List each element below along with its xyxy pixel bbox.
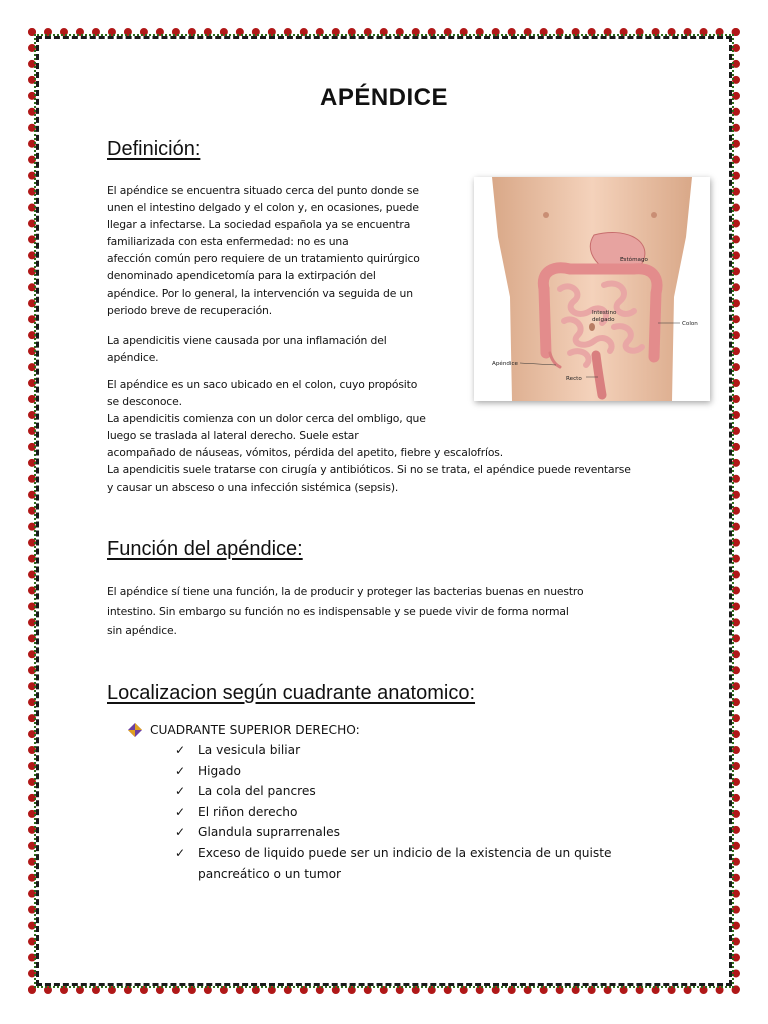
text-line: apéndice. Por lo general, la intervención va seguida de un xyxy=(107,286,413,300)
label-apendice: Apéndice xyxy=(492,361,518,367)
document-title: APÉNDICE xyxy=(319,84,449,111)
definition-paragraph-1 xyxy=(107,182,420,319)
text-line: luego se traslada al lateral derecho. Suele estar xyxy=(107,429,359,443)
checkmark-icon: ✓ xyxy=(174,743,186,757)
label-intestino-1: Intestino xyxy=(592,310,617,316)
diamond-bullet-icon xyxy=(128,723,142,737)
text-line: unen el intestino delgado y el colon y, en ocasiones, puede xyxy=(107,201,419,215)
text-line: pancreático o un tumor xyxy=(198,866,342,881)
text-line: denominado apendicetomía para la extirpación del xyxy=(107,269,376,283)
list-item xyxy=(173,740,612,761)
text-line: sin apéndice. xyxy=(107,624,177,638)
location-heading: Localizacion según cuadrante anatomico: xyxy=(107,682,476,704)
text-line: afección común pero requiere de un tratamiento quirúrgico xyxy=(107,252,420,266)
text-line: La apendicitis comienza con un dolor cerca del ombligo, que xyxy=(107,412,426,426)
label-colon: Colon xyxy=(682,321,698,327)
quadrant-label: CUADRANTE SUPERIOR DERECHO: xyxy=(150,723,360,737)
text-line: apéndice. xyxy=(107,351,159,365)
list-item-text: La vesicula biliar xyxy=(198,743,301,757)
abdomen-anatomy-figure xyxy=(474,177,710,401)
text-line: El apéndice es un saco ubicado en el colon, cuyo propósito xyxy=(107,378,418,391)
quadrant-item xyxy=(128,720,612,740)
function-paragraph xyxy=(107,582,583,641)
list-item xyxy=(173,802,612,823)
text-line: La apendicitis suele tratarse con cirugía y antibióticos. Si no se trata, el apéndice puede reventarse xyxy=(107,463,631,477)
checkmark-icon: ✓ xyxy=(174,845,186,860)
label-recto: Recto xyxy=(566,376,582,382)
checkmark-icon: ✓ xyxy=(174,784,186,799)
text-line: y causar un absceso o una infección sistémica (sepsis). xyxy=(107,480,399,494)
definition-paragraph-2 xyxy=(107,332,387,366)
list-item-text: Glandula suprarrenales xyxy=(198,825,340,840)
list-item-text: Higado xyxy=(198,763,241,778)
list-item-text: La cola del pancres xyxy=(198,784,316,799)
list-item-text xyxy=(198,843,612,884)
list-item xyxy=(173,843,612,884)
checkmark-icon: ✓ xyxy=(174,763,186,778)
text-line: acompañado de náuseas, vómitos, pérdida del apetito, fiebre y escalofríos. xyxy=(107,446,504,460)
text-line: periodo breve de recuperación. xyxy=(107,303,273,317)
list-item xyxy=(173,761,612,782)
organ-list xyxy=(128,740,612,884)
label-estomago: Estómago xyxy=(620,257,648,263)
definition-heading: Definición: xyxy=(107,138,201,160)
text-line: La apendicitis viene causada por una inflamación del xyxy=(107,334,387,347)
list-item xyxy=(173,781,612,802)
list-item-text: El riñon derecho xyxy=(198,804,298,819)
text-line: intestino. Sin embargo su función no es indispensable y se puede vivir de forma normal xyxy=(107,604,569,618)
text-line: se desconoce. xyxy=(107,395,182,409)
text-line: Exceso de liquido puede ser un indicio de la existencia de un quiste xyxy=(198,845,612,860)
quadrant-list xyxy=(128,720,612,884)
function-heading: Función del apéndice: xyxy=(107,538,303,560)
text-line: familiarizada con esta enfermedad: no es una xyxy=(107,235,349,249)
checkmark-icon: ✓ xyxy=(174,804,186,819)
label-intestino-2: delgado xyxy=(592,317,615,323)
text-line: El apéndice se encuentra situado cerca del punto donde se xyxy=(107,184,419,197)
text-line: El apéndice sí tiene una función, la de producir y proteger las bacterias buenas en nuestro xyxy=(107,585,584,598)
text-line: llegar a infectarse. La sociedad española ya se encuentra xyxy=(107,218,411,232)
list-item xyxy=(173,822,612,843)
checkmark-icon: ✓ xyxy=(174,825,186,840)
abdomen-illustration xyxy=(474,177,710,401)
